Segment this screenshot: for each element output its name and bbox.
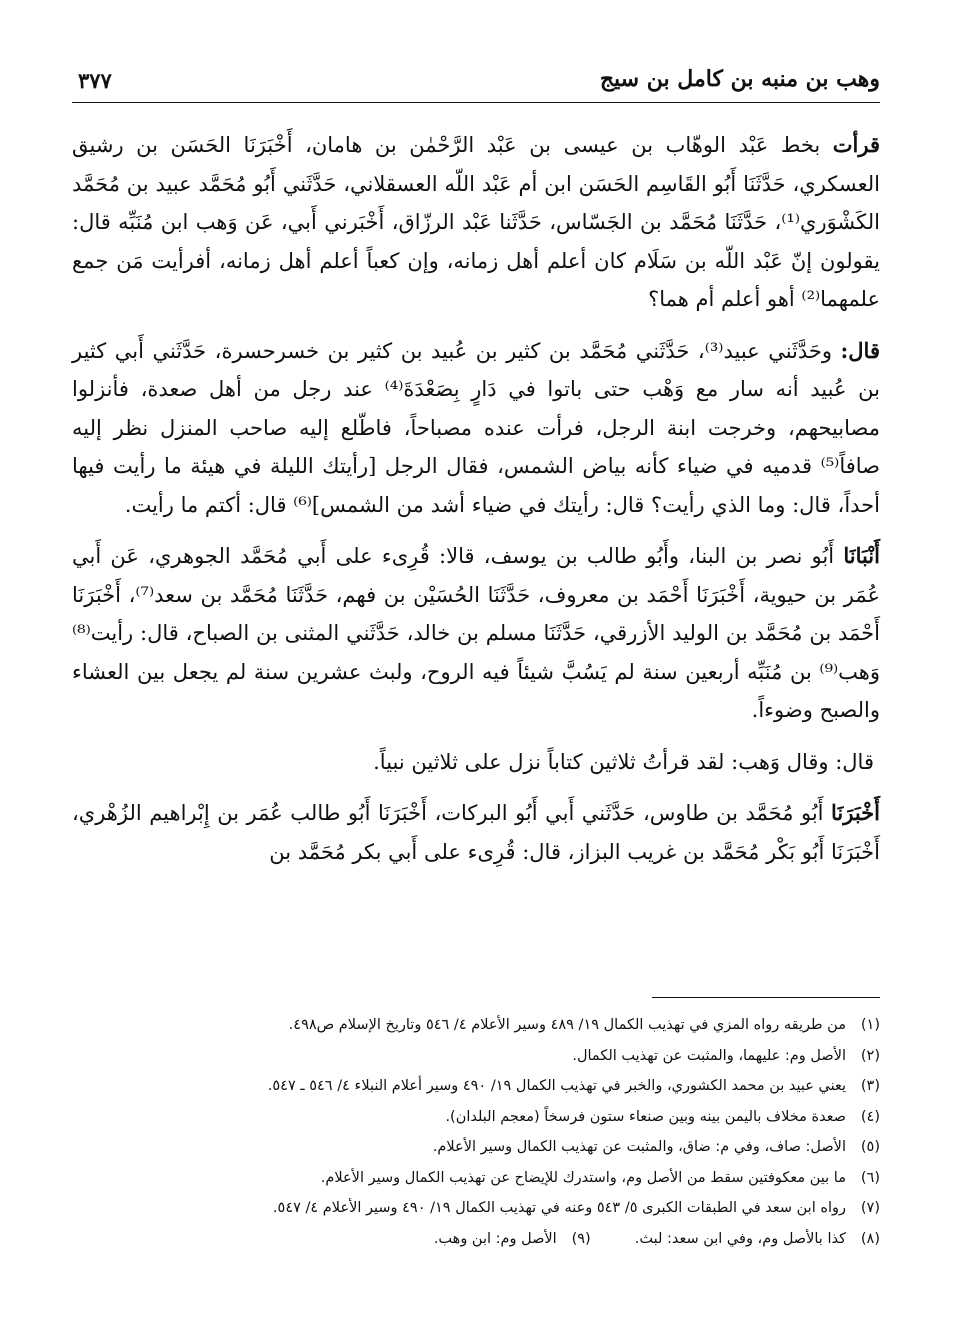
paragraph-lead: أَنْبَانَا xyxy=(843,543,880,568)
footnote-text: صعدة مخلاف باليمن بينه وبين صنعاء ستون فرسخاً (معجم البلدان). xyxy=(445,1108,846,1125)
footnote-number: (٩) xyxy=(571,1230,591,1247)
footnote xyxy=(140,1071,880,1102)
footnote xyxy=(140,1193,880,1224)
paragraph-text: أَبُو نصر بن البنا، وأَبُو طالب بن يوسف، قالا: قُرِىء على أَبي مُحَمَّد الجوهري، عَن أَبي عُمَر بن حيوية، أَخْبَرَنَا أَحْمَد بن معروف، حَدَّثَنَا الحُسَيْن بن فهم، حَدَّثَنَا مُحَمَّد بن سعد⁽⁷⁾، أَخْبَرَنَا أَحْمَد بن مُحَمَّد بن الوليد الأزرقي، حَدَّثَنَا مسلم بن خالد، حَدَّثَني المثنى بن الصباح، قال: رأيت⁽⁸⁾ وَهب⁽⁹⁾ بن مُنَبِّه أربعين سنة لم يَسُبَّ شيئاً فيه الروح، ولبث عشرين سنة لم يجعل بين العشاء والصبح وضوءاً. xyxy=(72,544,881,722)
main-text xyxy=(72,126,880,884)
footnote-number: (٨) xyxy=(860,1230,880,1247)
footnote-separator xyxy=(652,997,880,998)
paragraph-text: بخط عَبْد الوهّاب بن عيسى بن عَبْد الرَّحْمٰن بن هامان، أَخْبَرَنَا الحَسَن بن رشيق العسكري، حَدَّثَنَا أَبُو القَاسِم الحَسَن ابن أم عَبْد اللّه العسقلاني، حَدَّثَني أَبُو مُحَمَّد عبيد بن مُحَمَّد الكَشْوَري⁽¹⁾، حَدَّثَنَا مُحَمَّد بن الجَسّاس، حَدَّثَنا عَبْد الرزّاق، أَخْبَرني أَبي، عَن وَهب ابن مُنَبِّه قال: يقولون إنّ عَبْد اللّه بن سَلَام كان أعلم أهل زمانه، وإن كعباً أعلم أهل زمانه، أفرأيت مَن جمع علمهما⁽²⁾ أهو أعلم أم هما؟ xyxy=(72,133,880,311)
footnote-number: (٦) xyxy=(860,1169,880,1186)
page-number: ٣٧٧ xyxy=(78,68,112,93)
footnote-text: الأصل: صاف، وفي م: ضاق، والمثبت عن تهذيب الكمال وسير الأعلام. xyxy=(432,1139,846,1155)
paragraph-text: وحَدَّثَني عبيد⁽³⁾، حَدَّثَني مُحَمَّد بن كثير بن عُبيد بن كثير بن خسرحسرة، حَدَّثَني أَبي كثير بن عُبيد أنه سار مع وَهْب حتى باتوا في دَارٍ بِصَعْدَةَ⁽⁴⁾ عند رجل من أهل صعدة، فأنزلوا مصابيحهم، وخرجت ابنة الرجل، فرأت عنده مصباحاً، فاطّلع إليه صاحب المنزل نظر إليه صافاً⁽⁵⁾ قدميه في ضياء كأنه بياض الشمس، فقال الرجل [رأيتك الليلة في هيئة ما رأيت فيها أحداً، قال: وما الذي رأيت؟ قال: رأيتك في ضياء أشد من الشمس]⁽⁶⁾ قال: أكتم ما رأيت. xyxy=(72,338,880,517)
paragraph-2 xyxy=(72,332,880,525)
footnotes xyxy=(140,1010,880,1254)
footnote-text: رواه ابن سعد في الطبقات الكبرى ٥/ ٥٤٣ وعنه في تهذيب الكمال ١٩/ ٤٩٠ وسير الأعلام ٤/ ٥٤٧. xyxy=(272,1200,846,1216)
paragraph-3 xyxy=(72,537,880,730)
footnote-text: الأصل وم: عليهما، والمثبت عن تهذيب الكمال. xyxy=(572,1047,846,1064)
footnote-number: (٢) xyxy=(860,1047,880,1064)
footnote xyxy=(140,1132,880,1163)
footnote-number: (٣) xyxy=(860,1078,880,1094)
paragraph-1 xyxy=(72,126,880,319)
paragraph-5 xyxy=(72,794,880,871)
footnote-number: (٧) xyxy=(860,1200,880,1216)
footnote-number: (٤) xyxy=(860,1108,880,1125)
footnote xyxy=(140,1010,880,1041)
footnote xyxy=(140,1102,880,1133)
footnote xyxy=(140,1041,880,1072)
footnote-number: (١) xyxy=(860,1017,880,1033)
paragraph-4 xyxy=(72,743,880,782)
running-title: وهب بن منبه بن كامل بن سيج xyxy=(599,66,880,92)
paragraph-text: قال: وقال وَهب: لقد قرأتُ ثلاثين كتاباً نزل على ثلاثين نبياً. xyxy=(373,749,874,774)
footnote-text: الأصل وم: ابن وهب. xyxy=(433,1230,557,1247)
footnote xyxy=(140,1163,880,1194)
footnote-text: كذا بالأصل وم، وفي ابن سعد: لبث. xyxy=(634,1230,846,1247)
paragraph-lead: أَخْبَرَنَا xyxy=(831,800,880,825)
paragraph-lead: قال: xyxy=(840,337,880,363)
footnote-number: (٥) xyxy=(860,1139,880,1155)
paragraph-text: أَبُو مُحَمَّد بن طاوس، حَدَّثَني أَبي أَبُو البركات، أَخْبَرَنَا أَبُو طالب عُمَر بن إِبْراهيم الزُهْري، أَخْبَرَنَا أَبُو بَكْر مُحَمَّد بن غريب البزاز، قال: قُرِىء على أَبي بكر مُحَمَّد بن xyxy=(72,801,880,864)
paragraph-lead: قرأت xyxy=(832,132,880,157)
page-header xyxy=(72,62,880,103)
footnote xyxy=(140,1224,880,1255)
footnote-text: ما بين معكوفتين سقط من الأصل وم، واستدرك للإيضاح عن تهذيب الكمال وسير الأعلام. xyxy=(320,1169,846,1186)
footnote-text: من طريقه رواه المزي في تهذيب الكمال ١٩/ ٤٨٩ وسير الأعلام ٤/ ٥٤٦ وتاريخ الإسلام ص٤٩٨. xyxy=(288,1017,846,1033)
footnote-text: يعني عبيد بن محمد الكشوري، والخبر في تهذيب الكمال ١٩/ ٤٩٠ وسير أعلام النبلاء ٤/ ٥٤٦ ـ ٥٤٧. xyxy=(267,1078,846,1094)
